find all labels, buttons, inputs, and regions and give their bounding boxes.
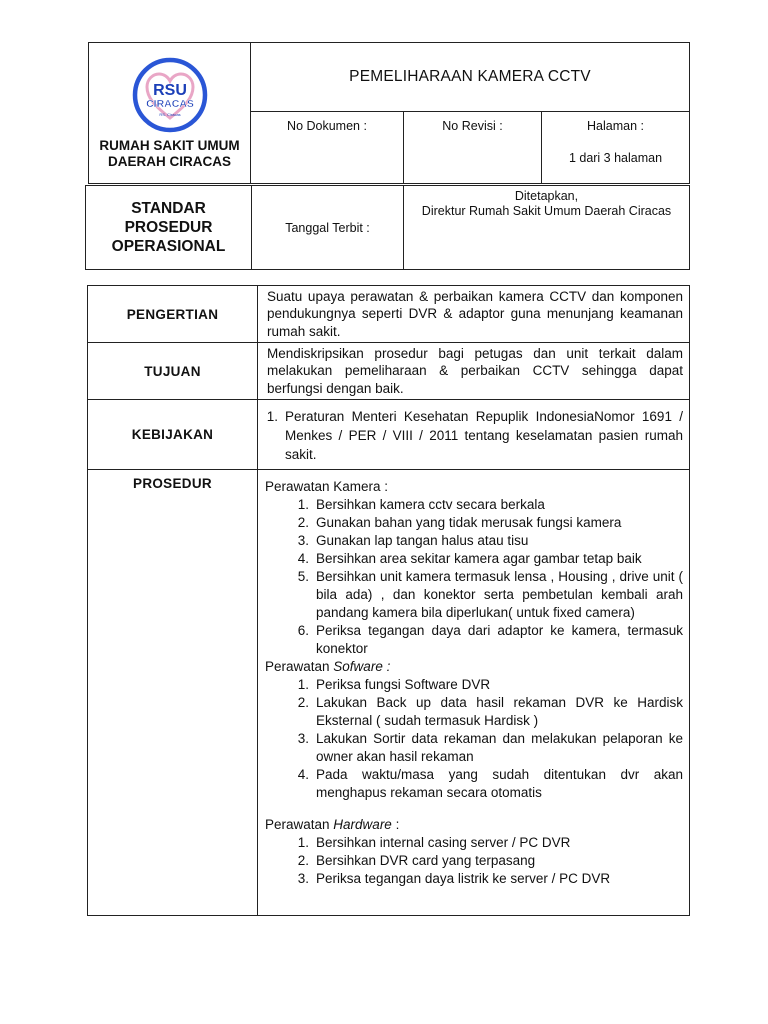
kebijakan-row: [88, 400, 690, 470]
pengertian-paragraph: Suatu upaya perawatan & perbaikan kamera CCTV dan komponen pendukungnya seperti DVR & adaptor guna menunjang keamanan rumah sakit.: [267, 288, 683, 339]
halaman-cell: [542, 112, 690, 184]
prosedur-content: [258, 470, 690, 916]
hospital-name-line2: DAERAH CIRACAS: [107, 154, 231, 169]
halaman-value: 1 dari 3 halaman: [568, 151, 663, 165]
hospital-name: [89, 138, 250, 176]
logo-brand-text: RSU: [152, 82, 187, 99]
prosedur-list-kamera: [265, 496, 683, 658]
list-item-text: Lakukan Sortir data rekaman dan melakukan pelaporan ke owner akan hasil rekaman: [316, 731, 683, 764]
list-item-number: 3.: [297, 871, 309, 886]
document-header: [88, 42, 690, 184]
hospital-name-line1: RUMAH SAKIT UMUM: [99, 138, 240, 153]
sop-title: [86, 186, 252, 270]
heading-italic: Sofware :: [333, 659, 391, 674]
list-item: [265, 550, 683, 568]
list-item-text: Lakukan Back up data hasil rekaman DVR ke Hardisk Eksternal ( sudah termasuk Hardisk ): [316, 695, 683, 728]
list-item: [265, 730, 683, 766]
no-dokumen-cell: [251, 112, 404, 184]
kebijakan-list: [258, 400, 690, 470]
prosedur-heading-software: [265, 658, 683, 676]
list-item: [265, 834, 683, 852]
heading-italic: Hardware: [333, 817, 392, 832]
heading-prefix: Perawatan: [265, 817, 334, 832]
kebijakan-item: [258, 407, 683, 464]
pengertian-label: PENGERTIAN: [88, 286, 258, 343]
tujuan-label: TUJUAN: [88, 343, 258, 400]
prosedur-list-hardware: [265, 834, 683, 888]
hospital-identity-cell: [89, 43, 251, 184]
list-item-text: Bersihkan internal casing server / PC DVR: [316, 835, 571, 850]
list-item-number: 1.: [297, 677, 309, 692]
list-item-text: Periksa tegangan daya dari adaptor ke kamera, termasuk konektor: [316, 623, 683, 656]
list-item-text: Bersihkan kamera cctv secara berkala: [316, 497, 545, 512]
document-title: PEMELIHARAAN KAMERA CCTV: [251, 43, 690, 112]
heading-prefix: Perawatan: [265, 659, 334, 674]
list-item-text: Gunakan bahan yang tidak merusak fungsi kamera: [316, 515, 622, 530]
no-dokumen-label: No Dokumen :: [287, 119, 367, 133]
sop-title-line1: STANDAR: [131, 200, 206, 217]
list-item-number: 3.: [297, 533, 309, 548]
prosedur-heading-kamera: Perawatan Kamera :: [265, 479, 389, 494]
list-item: [265, 514, 683, 532]
tujuan-paragraph: Mendiskripsikan prosedur bagi petugas dan unit terkait dalam melakukan pemeliharaan & perbaikan CCTV sehingga dapat berfungsi dengan baik.: [267, 345, 683, 396]
sop-content: [87, 285, 690, 916]
prosedur-label: PROSEDUR: [88, 470, 258, 916]
list-item: [265, 568, 683, 622]
pengertian-text: [258, 286, 690, 343]
hospital-logo: [131, 56, 209, 134]
list-item-text: Periksa fungsi Software DVR: [316, 677, 491, 692]
kebijakan-item-text: Peraturan Menteri Kesehatan Repuplik IndonesiaNomor 1691 / Menkes / PER / VIII / 2011 tentang keselamatan pasien rumah sakit.: [285, 408, 683, 462]
no-revisi-cell: [404, 112, 542, 184]
ditetapkan-label: Ditetapkan,: [514, 189, 579, 203]
logo-name-text: CIRACAS: [145, 98, 194, 110]
tanggal-terbit-label: Tanggal Terbit :: [252, 186, 404, 270]
prosedur-heading-hardware: [265, 816, 683, 834]
sop-title-line3: OPERASIONAL: [111, 238, 226, 255]
no-revisi-value: [404, 133, 541, 151]
list-item-number: 2.: [297, 695, 309, 710]
list-item-text: Bersihkan area sekitar kamera agar gambar tetap baik: [316, 551, 642, 566]
prosedur-list-software: [265, 676, 683, 802]
sop-header: [85, 185, 690, 270]
sop-title-line2: PROSEDUR: [124, 219, 213, 236]
list-item-number: 1.: [297, 497, 309, 512]
no-dokumen-value: [251, 133, 403, 151]
list-item: [265, 532, 683, 550]
tujuan-text: [258, 343, 690, 400]
pengertian-row: [88, 286, 690, 343]
list-item: [265, 852, 683, 870]
list-item-number: 4.: [297, 767, 309, 782]
list-item-text: Pada waktu/masa yang sudah ditentukan dvr akan menghapus rekaman secara otomatis: [316, 767, 683, 800]
list-item: [265, 766, 683, 802]
list-item: [265, 870, 683, 888]
prosedur-row: [88, 470, 690, 916]
tujuan-row: [88, 343, 690, 400]
list-item: [265, 496, 683, 514]
list-item: [265, 622, 683, 658]
list-item-text: Bersihkan DVR card yang terpasang: [316, 853, 536, 868]
heading-suffix: :: [391, 817, 400, 832]
ditetapkan-by: Direktur Rumah Sakit Umum Daerah Ciracas: [421, 204, 672, 218]
list-item-number: 3.: [297, 731, 309, 746]
list-item-number: 6.: [297, 623, 309, 638]
halaman-label: Halaman :: [587, 119, 644, 133]
kebijakan-item-number: 1.: [266, 408, 278, 424]
list-item-text: Gunakan lap tangan halus atau tisu: [316, 533, 529, 548]
approval-cell: [404, 186, 690, 270]
list-item-number: 2.: [297, 515, 309, 530]
logo-tagline-text: RS. Ciracas: [158, 112, 181, 117]
list-item: [265, 694, 683, 730]
kebijakan-label: KEBIJAKAN: [88, 400, 258, 470]
spacer: [265, 802, 683, 816]
list-item-text: Bersihkan unit kamera termasuk lensa , Housing , drive unit ( bila ada) , dan konektor serta pembetulan kembali arah pandang kamera bila diperlukan( untuk fixed camera): [316, 569, 683, 620]
list-item-number: 1.: [297, 835, 309, 850]
no-revisi-label: No Revisi :: [442, 119, 503, 133]
list-item-text: Periksa tegangan daya listrik ke server / PC DVR: [316, 871, 611, 886]
list-item-number: 2.: [297, 853, 309, 868]
list-item-number: 5.: [297, 569, 309, 584]
list-item: [265, 676, 683, 694]
list-item-number: 4.: [297, 551, 309, 566]
